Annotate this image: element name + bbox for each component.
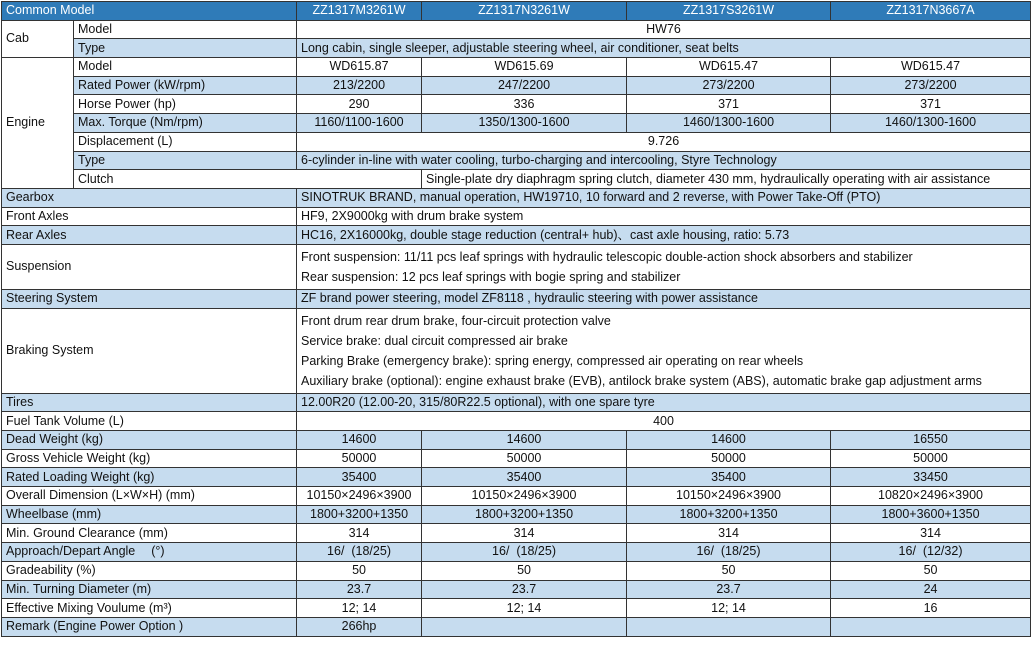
row-label: Tires bbox=[2, 393, 297, 412]
cell-value: 16 bbox=[831, 599, 1031, 618]
row-label: Overall Dimension (L×W×H) (mm) bbox=[2, 487, 297, 506]
cell-value: 14600 bbox=[297, 431, 422, 450]
row-label: Rated Loading Weight (kg) bbox=[2, 468, 297, 487]
row-label: Min. Ground Clearance (mm) bbox=[2, 524, 297, 543]
cell-value: WD615.47 bbox=[831, 58, 1031, 77]
cab-group-label: Cab bbox=[2, 20, 74, 57]
tires-row bbox=[2, 393, 1031, 412]
displacement-value: 9.726 bbox=[297, 132, 1031, 151]
cell-value: 35400 bbox=[297, 468, 422, 487]
cell-value: 10150×2496×3900 bbox=[627, 487, 831, 506]
row-label: Rear Axles bbox=[2, 226, 297, 245]
model-header: ZZ1317N3261W bbox=[422, 2, 627, 21]
row-label: Gradeability (%) bbox=[2, 561, 297, 580]
cell-value: 12; 14 bbox=[422, 599, 627, 618]
cell-value: 371 bbox=[627, 95, 831, 114]
cell-value: 23.7 bbox=[422, 580, 627, 599]
cell-value: 16/ (12/32) bbox=[831, 543, 1031, 562]
model-header: ZZ1317S3261W bbox=[627, 2, 831, 21]
engine-type-row bbox=[2, 151, 1031, 170]
cell-value: 16/ (18/25) bbox=[627, 543, 831, 562]
cell-value: 35400 bbox=[627, 468, 831, 487]
fuel-row bbox=[2, 412, 1031, 431]
cell-value: 14600 bbox=[627, 431, 831, 450]
engine-model-row bbox=[2, 58, 1031, 77]
cell-value: 273/2200 bbox=[831, 76, 1031, 95]
spec-table bbox=[1, 1, 1031, 637]
rated-load-row bbox=[2, 468, 1031, 487]
cell-value: 213/2200 bbox=[297, 76, 422, 95]
cab-model-row bbox=[2, 20, 1031, 39]
cell-value: 247/2200 bbox=[422, 76, 627, 95]
row-label: Braking System bbox=[2, 308, 297, 393]
row-label: Front Axles bbox=[2, 207, 297, 226]
dimension-row bbox=[2, 487, 1031, 506]
row-label: Effective Mixing Voulume (m³) bbox=[2, 599, 297, 618]
rear-axles-value: HC16, 2X16000kg, double stage reduction (central+ hub)、cast axle housing, ratio: 5.73 bbox=[297, 226, 1031, 245]
suspension-line: Front suspension: 11/11 pcs leaf springs with hydraulic telescopic double-action shock absorbers and stabilizer bbox=[301, 249, 913, 264]
cell-value: 314 bbox=[627, 524, 831, 543]
cell-value bbox=[831, 617, 1031, 636]
row-label: Model bbox=[74, 58, 297, 77]
row-label: Displacement (L) bbox=[74, 132, 297, 151]
engine-torque-row bbox=[2, 114, 1031, 133]
cab-model-value: HW76 bbox=[297, 20, 1031, 39]
suspension-value bbox=[297, 244, 1031, 289]
row-label: Model bbox=[74, 20, 297, 39]
cell-value: 50 bbox=[297, 561, 422, 580]
clearance-row bbox=[2, 524, 1031, 543]
steering-row bbox=[2, 289, 1031, 308]
engine-group-label: Engine bbox=[2, 58, 74, 189]
row-label: Remark (Engine Power Option ) bbox=[2, 617, 297, 636]
cell-value: 290 bbox=[297, 95, 422, 114]
cell-value: 1800+3200+1350 bbox=[297, 505, 422, 524]
angle-row bbox=[2, 543, 1031, 562]
gearbox-value: SINOTRUK BRAND, manual operation, HW19710, 10 forward and 2 reverse, with Power Take-Off (PTO) bbox=[297, 188, 1031, 207]
braking-line: Front drum rear drum brake, four-circuit protection valve bbox=[301, 313, 611, 328]
cell-value: 10150×2496×3900 bbox=[422, 487, 627, 506]
cell-value: 10820×2496×3900 bbox=[831, 487, 1031, 506]
gearbox-row bbox=[2, 188, 1031, 207]
gradeability-row bbox=[2, 561, 1031, 580]
engine-power-row bbox=[2, 76, 1031, 95]
cell-value: 314 bbox=[831, 524, 1031, 543]
cell-value: 12; 14 bbox=[627, 599, 831, 618]
front-axles-row bbox=[2, 207, 1031, 226]
remark-row bbox=[2, 617, 1031, 636]
cell-value: 33450 bbox=[831, 468, 1031, 487]
turning-row bbox=[2, 580, 1031, 599]
row-label: Approach/Depart Angle (°) bbox=[2, 543, 297, 562]
cell-value: 14600 bbox=[422, 431, 627, 450]
cell-value: 1460/1300-1600 bbox=[627, 114, 831, 133]
cab-type-value: Long cabin, single sleeper, adjustable steering wheel, air conditioner, seat belts bbox=[297, 39, 1031, 58]
suspension-row bbox=[2, 244, 1031, 289]
row-label: Rated Power (kW/rpm) bbox=[74, 76, 297, 95]
tires-value: 12.00R20 (12.00-20, 315/80R22.5 optional), with one spare tyre bbox=[297, 393, 1031, 412]
row-label: Max. Torque (Nm/rpm) bbox=[74, 114, 297, 133]
gvw-row bbox=[2, 449, 1031, 468]
row-label: Steering System bbox=[2, 289, 297, 308]
cell-value: 50 bbox=[627, 561, 831, 580]
cell-value: 23.7 bbox=[627, 580, 831, 599]
cell-value: 50000 bbox=[422, 449, 627, 468]
engine-hp-row bbox=[2, 95, 1031, 114]
row-label: Wheelbase (mm) bbox=[2, 505, 297, 524]
braking-line: Parking Brake (emergency brake): spring energy, compressed air operating on rear wheels bbox=[301, 353, 804, 368]
cell-value: 50000 bbox=[831, 449, 1031, 468]
steering-value: ZF brand power steering, model ZF8118 , hydraulic steering with power assistance bbox=[297, 289, 1031, 308]
mixing-row bbox=[2, 599, 1031, 618]
row-label: Gross Vehicle Weight (kg) bbox=[2, 449, 297, 468]
rear-axles-row bbox=[2, 226, 1031, 245]
cell-value bbox=[422, 617, 627, 636]
cell-value: WD615.69 bbox=[422, 58, 627, 77]
braking-line: Auxiliary brake (optional): engine exhaust brake (EVB), antilock brake system (ABS), automatic brake gap adjustment arms bbox=[301, 373, 982, 388]
suspension-line: Rear suspension: 12 pcs leaf springs with bogie spring and stabilizer bbox=[301, 269, 681, 284]
clutch-value: Single-plate dry diaphragm spring clutch, diameter 430 mm, hydraulically operating with air assistance bbox=[422, 170, 1031, 189]
dead-weight-row bbox=[2, 431, 1031, 450]
row-label: Fuel Tank Volume (L) bbox=[2, 412, 297, 431]
cell-value: 50 bbox=[422, 561, 627, 580]
cell-value: 266hp bbox=[297, 617, 422, 636]
row-label: Dead Weight (kg) bbox=[2, 431, 297, 450]
cell-value: 16/ (18/25) bbox=[297, 543, 422, 562]
cell-value: WD615.87 bbox=[297, 58, 422, 77]
cab-type-row bbox=[2, 39, 1031, 58]
row-label: Clutch bbox=[74, 170, 422, 189]
cell-value: 1160/1100-1600 bbox=[297, 114, 422, 133]
cell-value: WD615.47 bbox=[627, 58, 831, 77]
cell-value: 16550 bbox=[831, 431, 1031, 450]
fuel-value: 400 bbox=[297, 412, 1031, 431]
cell-value: 35400 bbox=[422, 468, 627, 487]
cell-value: 371 bbox=[831, 95, 1031, 114]
cell-value: 1800+3200+1350 bbox=[627, 505, 831, 524]
cell-value: 50 bbox=[831, 561, 1031, 580]
cell-value: 314 bbox=[297, 524, 422, 543]
header-label: Common Model bbox=[2, 2, 297, 21]
row-label: Horse Power (hp) bbox=[74, 95, 297, 114]
cell-value: 1350/1300-1600 bbox=[422, 114, 627, 133]
braking-value bbox=[297, 308, 1031, 393]
engine-displacement-row bbox=[2, 132, 1031, 151]
row-label: Min. Turning Diameter (m) bbox=[2, 580, 297, 599]
cell-value: 1800+3200+1350 bbox=[422, 505, 627, 524]
cell-value: 10150×2496×3900 bbox=[297, 487, 422, 506]
row-label: Suspension bbox=[2, 244, 297, 289]
cell-value: 314 bbox=[422, 524, 627, 543]
wheelbase-row bbox=[2, 505, 1031, 524]
row-label: Type bbox=[74, 151, 297, 170]
row-label: Gearbox bbox=[2, 188, 297, 207]
cell-value: 1460/1300-1600 bbox=[831, 114, 1031, 133]
cell-value: 50000 bbox=[297, 449, 422, 468]
cell-value: 273/2200 bbox=[627, 76, 831, 95]
braking-row bbox=[2, 308, 1031, 393]
model-header: ZZ1317M3261W bbox=[297, 2, 422, 21]
cell-value: 1800+3600+1350 bbox=[831, 505, 1031, 524]
model-header: ZZ1317N3667A bbox=[831, 2, 1031, 21]
cell-value: 23.7 bbox=[297, 580, 422, 599]
row-label: Type bbox=[74, 39, 297, 58]
clutch-row bbox=[2, 170, 1031, 189]
cell-value: 16/ (18/25) bbox=[422, 543, 627, 562]
cell-value bbox=[627, 617, 831, 636]
cell-value: 12; 14 bbox=[297, 599, 422, 618]
header-row bbox=[2, 2, 1031, 21]
engine-type-value: 6-cylinder in-line with water cooling, turbo-charging and intercooling, Styre Technology bbox=[297, 151, 1031, 170]
cell-value: 50000 bbox=[627, 449, 831, 468]
front-axles-value: HF9, 2X9000kg with drum brake system bbox=[297, 207, 1031, 226]
cell-value: 24 bbox=[831, 580, 1031, 599]
cell-value: 336 bbox=[422, 95, 627, 114]
braking-line: Service brake: dual circuit compressed air brake bbox=[301, 333, 568, 348]
